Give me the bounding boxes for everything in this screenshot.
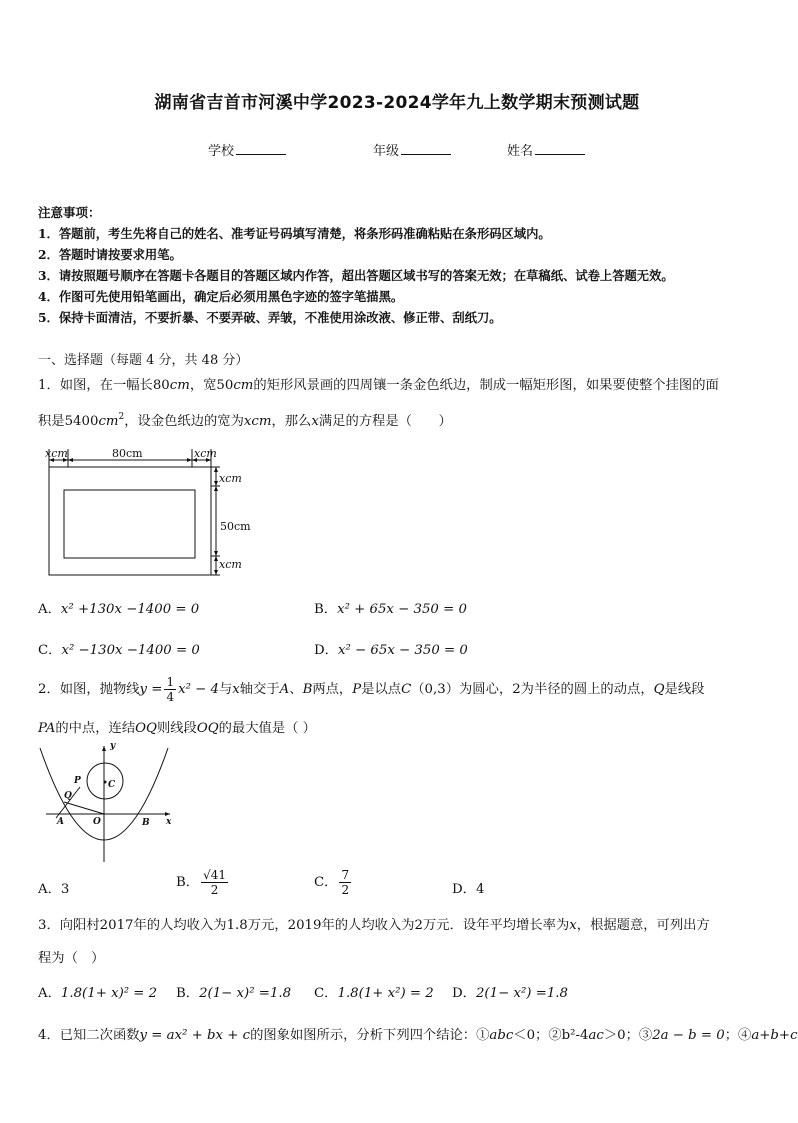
- name-label: 姓名: [507, 144, 534, 159]
- section-heading: 一、选择题（每题 4 分，共 48 分）: [38, 353, 249, 368]
- fig-label-50cm: 50cm: [220, 520, 251, 533]
- question-2-line-1: 2．如图，抛物线y = $\frac{1}{4}$ x² − 4与x轴交于A、B两点，P是以点C（0,3）为圆心，2为半径的圆上的动点，Q是线段: [38, 675, 705, 704]
- question-1-line-1: 1．如图，在一幅长80cm，宽50cm的矩形风景画的四周镶一条金色纸边，制成一幅矩形图，如果要使整个挂图的面: [38, 378, 719, 393]
- outer-frame: [49, 467, 211, 575]
- point-p-label: P: [74, 776, 81, 786]
- option-a[interactable]: A．1.8(1+ x)² = 2: [38, 986, 158, 1001]
- school-field[interactable]: [208, 140, 286, 159]
- grade-field[interactable]: [373, 140, 451, 159]
- parabola-figure: [38, 742, 178, 864]
- point-b-label: B: [142, 818, 150, 828]
- grade-label: 年级: [373, 144, 400, 159]
- option-c[interactable]: C． $\frac{7}{2}$: [314, 868, 350, 897]
- question-4-line-1: 4．已知二次函数y = ax² + bx + c的图象如图所示，分析下列四个结论：①abc＜0；②b²-4ac＞0；③2a − b = 0；④a+b+c: [38, 1028, 798, 1043]
- notes-heading: 注意事项：: [38, 205, 101, 220]
- point-a-label: A: [57, 817, 64, 827]
- option-a[interactable]: A．x² +130x −1400 = 0: [38, 602, 200, 617]
- question-2-line-2: PA的中点，连结OQ则线段OQ的最大值是（ ）: [38, 721, 316, 736]
- fig-label-xcm: xcm: [219, 472, 242, 485]
- option-b[interactable]: B．x² + 65x − 350 = 0: [314, 602, 467, 617]
- axis-x-label: x: [166, 817, 172, 827]
- option-b[interactable]: B．2(1− x)² =1.8: [176, 986, 292, 1001]
- note-item: 1．答题前，考生先将自己的姓名、准考证号码填写清楚，将条形码准确粘贴在条形码区域内。: [38, 226, 551, 241]
- name-field[interactable]: [507, 140, 585, 159]
- option-c[interactable]: C．x² −130x −1400 = 0: [38, 643, 200, 658]
- question-1-line-2: 积是$5400cm^2$，设金色纸边的宽为xcm，那么x满足的方程是（ ）: [38, 412, 452, 429]
- point-o-label: O: [93, 817, 101, 827]
- option-a[interactable]: A．3: [38, 882, 70, 897]
- name-blank[interactable]: [535, 141, 585, 155]
- note-item: 5．保持卡面清洁，不要折暴、不要弄破、弄皱，不准使用涂改液、修正带、刮纸刀。: [38, 310, 502, 325]
- question-3-line-2: 程为（ ）: [38, 951, 105, 966]
- axis-y-label: y: [110, 741, 116, 751]
- option-b[interactable]: B． $\frac{√41}{2}$: [176, 868, 226, 897]
- point-c-label: C: [108, 780, 116, 790]
- frame-figure: [38, 446, 258, 582]
- fig-label-80cm: 80cm: [112, 447, 143, 460]
- note-item: 2．答题时请按要求用笔。: [38, 247, 182, 262]
- note-item: 3．请按照题号顺序在答题卡各题目的答题区域内作答，超出答题区域书写的答案无效；在草稿纸、试卷上答题无效。: [38, 268, 674, 283]
- note-item: 4．作图可先使用铅笔画出，确定后必须用黑色字迹的签字笔描黑。: [38, 289, 404, 304]
- fig-label-xcm: xcm: [194, 447, 217, 460]
- option-c[interactable]: C．1.8(1+ x²) = 2: [314, 986, 434, 1001]
- page-title: 湖南省吉首市河溪中学2023-2024学年九上数学期末预测试题: [154, 93, 640, 113]
- school-blank[interactable]: [236, 141, 286, 155]
- question-3-line-1: 3．向阳村2017年的人均收入为1.8万元，2019年的人均收入为2万元．设年平均增长率为x，根据题意，可列出方: [38, 918, 710, 933]
- fig-label-xcm: xcm: [45, 447, 68, 460]
- option-d[interactable]: D．x² − 65x − 350 = 0: [314, 643, 468, 658]
- point-q-label: Q: [64, 791, 72, 801]
- option-d[interactable]: D．2(1− x²) =1.8: [452, 986, 568, 1001]
- fig-label-xcm: xcm: [219, 558, 242, 571]
- school-label: 学校: [208, 144, 235, 159]
- option-d[interactable]: D．4: [452, 882, 485, 897]
- grade-blank[interactable]: [401, 141, 451, 155]
- inner-picture: [64, 490, 195, 558]
